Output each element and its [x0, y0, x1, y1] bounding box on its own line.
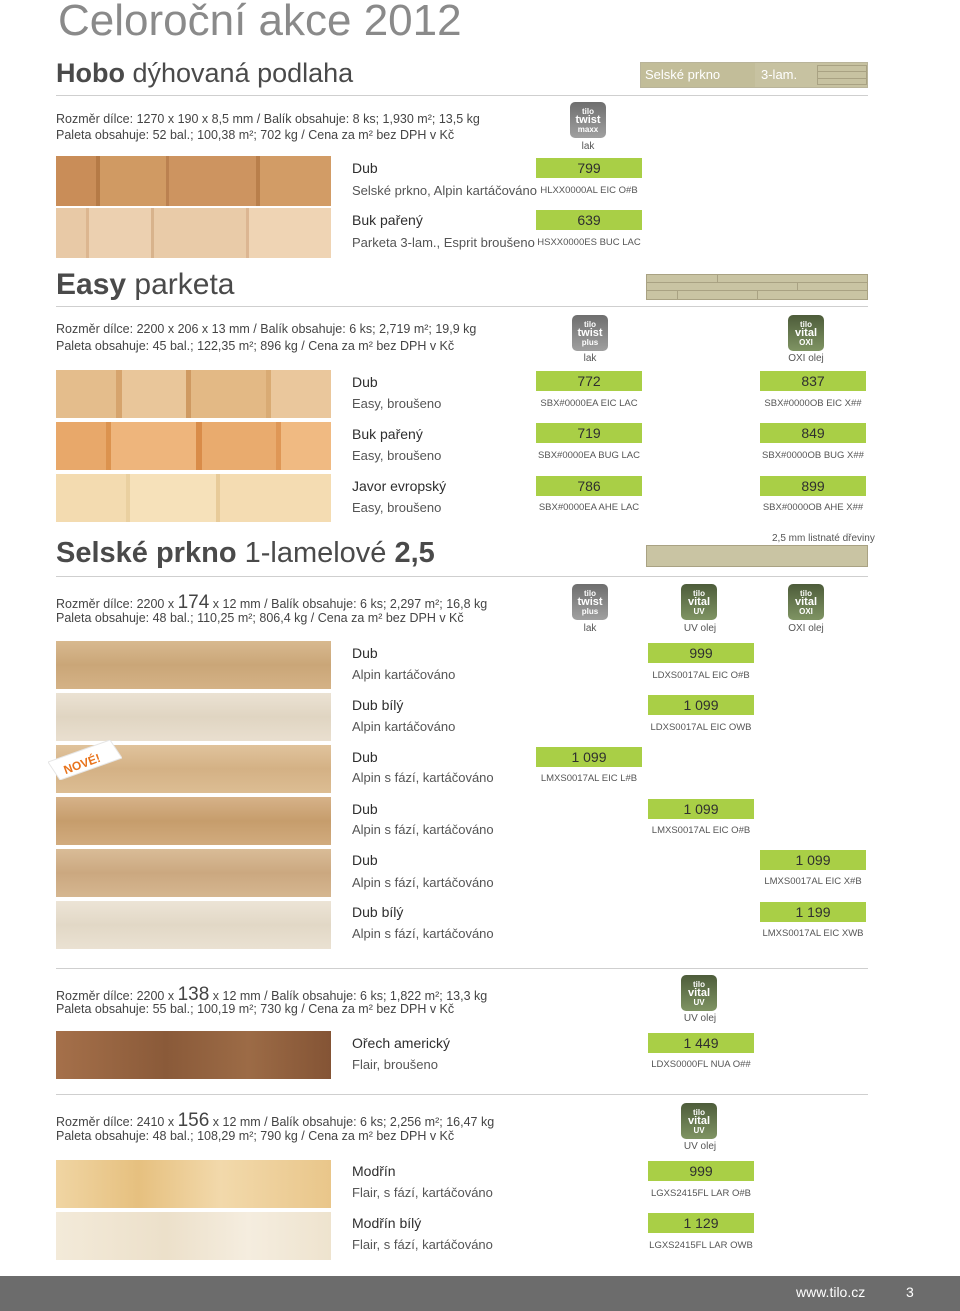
price-oxi: 899 — [760, 476, 866, 496]
spec-174-line-2: Paleta obsahuje: 48 bal.; 110,25 m²; 806,4 kg / Cena za m² bez DPH v Kč — [56, 611, 464, 625]
swatch-dub-faze-uv — [56, 797, 331, 845]
swatch-dub-bily-faze — [56, 901, 331, 949]
logo-variant: OXI — [799, 337, 813, 347]
product-code: LMXS0017AL EIC XWB — [762, 928, 864, 939]
selske-title-bold: Selské prkno — [56, 537, 237, 569]
selske-plank-illustration — [646, 545, 868, 567]
product-name: Dub — [352, 645, 378, 661]
product-desc: Flair, broušeno — [352, 1057, 438, 1072]
col-uv-label: UV olej — [683, 1141, 717, 1152]
footer — [0, 1276, 960, 1311]
product-name: Dub — [352, 374, 378, 390]
swatch-dub-alpin — [56, 641, 331, 689]
spec-138-b: x 12 mm / Balík obsahuje: 6 ks; 1,822 m²; 13,3 kg — [209, 989, 488, 1003]
spec-156-width: 156 — [177, 1110, 210, 1131]
logo-brand: tilo — [584, 588, 596, 598]
spec-156-a: Rozměr dílce: 2410 x — [56, 1115, 178, 1129]
spec-156-line-2: Paleta obsahuje: 48 bal.; 108,29 m²; 790 kg / Cena za m² bez DPH v Kč — [56, 1129, 455, 1143]
product-desc: Easy, broušeno — [352, 448, 442, 463]
product-desc: Flair, s fází, kartáčováno — [352, 1185, 493, 1200]
product-code: LMXS0017AL EIC L#B — [540, 773, 638, 784]
page-title: Celoroční akce 2012 — [58, 0, 462, 45]
product-name: Modřín bílý — [352, 1215, 422, 1231]
price-lak: 639 — [536, 210, 642, 230]
logo-variant: maxx — [577, 124, 599, 134]
price-uv: 1 099 — [648, 695, 754, 715]
product-code: LMXS0017AL EIC X#B — [764, 876, 862, 887]
tilo-vital-uv-logo — [681, 584, 717, 620]
price-uv: 1 449 — [648, 1033, 754, 1053]
logo-brand: tilo — [800, 319, 812, 329]
spec-174-a: Rozměr dílce: 2200 x — [56, 597, 178, 611]
product-desc: Easy, broušeno — [352, 500, 442, 515]
page-number: 3 — [906, 1284, 914, 1300]
swatch-dub-bily-alpin — [56, 693, 331, 741]
easy-section-title — [56, 268, 234, 302]
code-lak: SBX#0000EA BUG LAC — [538, 450, 640, 461]
product-desc: Alpin kartáčováno — [352, 719, 456, 734]
col-oxi-label: OXI olej — [788, 623, 824, 634]
divider — [56, 95, 868, 96]
product-name: Dub — [352, 749, 378, 765]
product-name: Buk pařený — [352, 212, 423, 228]
code-lak: SBX#0000EA EIC LAC — [540, 398, 638, 409]
easy-title-rest: parketa — [126, 268, 235, 301]
price-oxi: 1 099 — [760, 850, 866, 870]
hobo-spec-2: Paleta obsahuje: 52 bal.; 100,38 m²; 702 kg / Cena za m² bez DPH v Kč — [56, 128, 455, 142]
price-lak: 772 — [536, 371, 642, 391]
product-code: LGXS2415FL LAR OWB — [649, 1240, 753, 1251]
logo-line: twist — [577, 595, 603, 608]
footer-url[interactable]: www.tilo.cz — [796, 1284, 866, 1300]
product-name: Dub — [352, 801, 378, 817]
swatch-modrin-bily — [56, 1212, 331, 1260]
swatch-orech-americky — [56, 1031, 331, 1079]
swatch-dub-faze-oxi — [56, 849, 331, 897]
product-code: LGXS2415FL LAR O#B — [651, 1188, 751, 1199]
hobo-title-rest: dýhovaná podlaha — [124, 58, 354, 88]
logo-variant: UV — [693, 997, 705, 1007]
product-desc: Alpin s fází, kartáčováno — [352, 822, 494, 837]
hobo-format-tag — [640, 62, 868, 88]
product-desc: Selské prkno, Alpin kartáčováno — [352, 183, 537, 198]
selske-section-title — [56, 537, 435, 570]
divider — [56, 968, 868, 969]
easy-title-bold: Easy — [56, 268, 127, 301]
logo-line: vital — [687, 1114, 710, 1127]
col-lak-label: lak — [583, 353, 597, 364]
product-code: LDXS0017AL EIC O#B — [652, 670, 750, 681]
price-uv: 1 129 — [648, 1213, 754, 1233]
product-name: Ořech americký — [352, 1035, 451, 1051]
tilo-vital-oxi-logo — [788, 584, 824, 620]
swatch-modrin — [56, 1160, 331, 1208]
logo-brand: tilo — [693, 588, 705, 598]
logo-variant: UV — [693, 1125, 705, 1135]
swatch-dub-easy — [56, 370, 331, 418]
hobo-title-bold: Hobo — [56, 58, 125, 88]
divider — [56, 1094, 868, 1095]
price-oxi: 849 — [760, 423, 866, 443]
tilo-vital-uv-logo — [681, 975, 717, 1011]
spec-156-b: x 12 mm / Balík obsahuje: 6 ks; 2,256 m²; 16,47 kg — [209, 1115, 495, 1129]
price-uv: 999 — [648, 643, 754, 663]
price-uv: 999 — [648, 1161, 754, 1181]
new-badge-text: NOVÉ! — [61, 750, 103, 778]
logo-variant: OXI — [799, 606, 813, 616]
product-name: Javor evropský — [352, 478, 447, 494]
product-name: Dub bílý — [352, 904, 404, 920]
product-desc: Flair, s fází, kartáčováno — [352, 1237, 493, 1252]
price-lak: 1 099 — [536, 747, 642, 767]
tilo-vital-oxi-logo — [788, 315, 824, 351]
easy-spec-1: Rozměr dílce: 2200 x 206 x 13 mm / Balík obsahuje: 6 ks; 2,719 m²; 19,9 kg — [56, 322, 477, 336]
col-uv-label: UV olej — [683, 623, 717, 634]
product-desc: Easy, broušeno — [352, 396, 442, 411]
price-oxi: 1 199 — [760, 902, 866, 922]
product-name: Dub — [352, 160, 378, 176]
logo-line: twist — [575, 113, 601, 126]
divider — [56, 306, 868, 307]
product-name: Dub bílý — [352, 697, 404, 713]
spec-138-width: 138 — [177, 984, 210, 1005]
wear-layer-note: 2,5 mm listnaté dřeviny — [772, 533, 875, 544]
col-lak-label: lak — [583, 623, 597, 634]
product-code: LDXS0000FL NUA O## — [651, 1059, 751, 1070]
code-oxi: SBX#0000OB BUG X## — [762, 450, 864, 461]
product-desc: Alpin s fází, kartáčováno — [352, 926, 494, 941]
logo-variant: plus — [581, 606, 599, 616]
logo-variant: plus — [581, 337, 599, 347]
price-uv: 1 099 — [648, 799, 754, 819]
selske-title-num: 2,5 — [394, 537, 435, 569]
tilo-twist-plus-logo — [572, 584, 608, 620]
product-desc: Parketa 3-lam., Esprit broušeno — [352, 235, 535, 250]
tilo-vital-uv-logo — [681, 1103, 717, 1139]
product-name: Modřín — [352, 1163, 396, 1179]
swatch-dub-selske — [56, 156, 331, 206]
new-badge — [48, 740, 122, 780]
spec-138-a: Rozměr dílce: 2200 x — [56, 989, 178, 1003]
col-lak-label: lak — [581, 141, 595, 152]
product-desc: Alpin s fází, kartáčováno — [352, 770, 494, 785]
product-desc: Alpin s fází, kartáčováno — [352, 875, 494, 890]
easy-spec-2: Paleta obsahuje: 45 bal.; 122,35 m²; 896 kg / Cena za m² bez DPH v Kč — [56, 339, 455, 353]
price-oxi: 837 — [760, 371, 866, 391]
spec-174-width: 174 — [177, 592, 210, 613]
divider — [56, 576, 868, 577]
product-name: Buk pařený — [352, 426, 423, 442]
logo-brand: tilo — [800, 588, 812, 598]
logo-line: vital — [687, 595, 710, 608]
code-oxi: SBX#0000OB AHE X## — [762, 502, 864, 513]
col-oxi-label: OXI olej — [788, 353, 824, 364]
logo-line: vital — [687, 986, 710, 999]
logo-brand: tilo — [582, 106, 594, 116]
easy-plank-illustration — [646, 274, 868, 300]
logo-brand: tilo — [693, 979, 705, 989]
price-lak: 719 — [536, 423, 642, 443]
product-code: LMXS0017AL EIC O#B — [651, 825, 751, 836]
product-code: HLXX0000AL EIC O#B — [540, 185, 638, 196]
product-desc: Alpin kartáčováno — [352, 667, 456, 682]
swatch-buk-parketa — [56, 208, 331, 258]
tag-selske-prkno: Selské prkno — [641, 63, 755, 87]
price-lak: 786 — [536, 476, 642, 496]
hobo-section-title — [56, 58, 353, 89]
spec-138-line-2: Paleta obsahuje: 55 bal.; 100,19 m²; 730 kg / Cena za m² bez DPH v Kč — [56, 1002, 455, 1016]
spec-174-b: x 12 mm / Balík obsahuje: 6 ks; 2,297 m²; 16,8 kg — [209, 597, 488, 611]
logo-brand: tilo — [584, 319, 596, 329]
logo-line: vital — [794, 595, 817, 608]
tilo-twist-plus-logo — [572, 315, 608, 351]
swatch-buk-easy — [56, 422, 331, 470]
price-lak: 799 — [536, 158, 642, 178]
product-code: HSXX0000ES BUC LAC — [537, 237, 641, 248]
tag-3-lam: 3-lam. — [761, 67, 798, 82]
tilo-twist-maxx-logo — [570, 102, 606, 138]
code-oxi: SBX#0000OB EIC X## — [764, 398, 862, 409]
selske-title-mid: 1-lamelové — [236, 537, 395, 569]
col-uv-label: UV olej — [683, 1013, 717, 1024]
logo-line: twist — [577, 326, 603, 339]
swatch-javor-easy — [56, 474, 331, 522]
product-name: Dub — [352, 852, 378, 868]
logo-line: vital — [794, 326, 817, 339]
logo-brand: tilo — [693, 1107, 705, 1117]
logo-variant: UV — [693, 606, 705, 616]
product-code: LDXS0017AL EIC OWB — [650, 722, 752, 733]
hobo-spec-1: Rozměr dílce: 1270 x 190 x 8,5 mm / Balík obsahuje: 8 ks; 1,930 m²; 13,5 kg — [56, 112, 480, 126]
code-lak: SBX#0000EA AHE LAC — [538, 502, 640, 513]
